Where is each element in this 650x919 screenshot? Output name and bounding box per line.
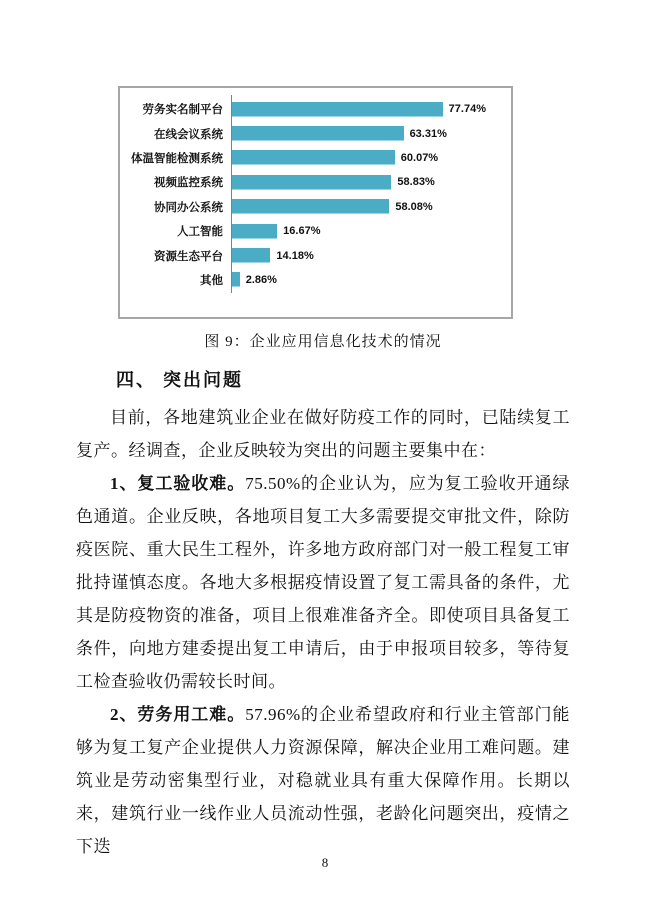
bar-category-label: 资源生态平台 bbox=[154, 250, 223, 263]
bar-category-label: 视频监控系统 bbox=[154, 177, 223, 190]
bar bbox=[232, 126, 404, 141]
bar-track bbox=[231, 248, 503, 263]
bar-track bbox=[231, 150, 503, 165]
bar-value-label: 58.08% bbox=[395, 200, 433, 213]
paragraph-text: 57.96%的企业希望政府和行业主管部门能够为复工复产企业提供人力资源保障，解决企业用工难问题。建筑业是劳动密集型行业，对稳就业具有重大保障作用。长期以来，建筑行业一线作业人员流动性强，老龄化问题突出，疫情之下迭 bbox=[76, 705, 570, 856]
paragraph bbox=[76, 401, 570, 467]
paragraph-bold-lead: 1、复工验收难。 bbox=[110, 474, 246, 493]
bar-track bbox=[231, 272, 503, 287]
chart-plot-area bbox=[120, 88, 511, 302]
bar-category-label: 体温智能检测系统 bbox=[131, 152, 223, 165]
bar-track bbox=[231, 224, 503, 239]
bar-category-label: 在线会议系统 bbox=[154, 128, 223, 141]
bar-row bbox=[120, 195, 511, 219]
bar-value-label: 58.83% bbox=[397, 176, 435, 189]
paragraph bbox=[76, 467, 570, 698]
bar-row bbox=[120, 146, 511, 170]
bar-track bbox=[231, 199, 503, 214]
bar-row bbox=[120, 268, 511, 292]
figure-caption: 图 9：企业应用信息化技术的情况 bbox=[204, 334, 442, 350]
paragraph-text: 75.50%的企业认为，应为复工验收开通绿色通道。企业反映，各地项目复工大多需要提交审批文件，除防疫医院、重大民生工程外，许多地方政府部门对一般工程复工审批持谨慎态度。各地大多根据疫情设置了复工需具备的条件，尤其是防疫物资的准备，项目上很难准备齐全。即使项目具备复工条件，向地方建委提出复工申请后，由于申报项目较多，等待复工检查验收仍需较长时间。 bbox=[76, 474, 570, 691]
y-axis-line bbox=[231, 95, 232, 293]
body-paragraphs bbox=[76, 401, 570, 863]
bar-category-label: 人工智能 bbox=[177, 226, 223, 239]
bar-value-label: 16.67% bbox=[283, 225, 321, 238]
section-heading: 四、 突出问题 bbox=[116, 370, 244, 390]
bar-category-label: 其他 bbox=[200, 274, 223, 287]
bar bbox=[232, 175, 391, 190]
bar-value-label: 2.86% bbox=[245, 273, 277, 286]
bar bbox=[232, 102, 443, 117]
paragraph-text: 目前，各地建筑业企业在做好防疫工作的同时，已陆续复工复产。经调查，企业反映较为突出的问题主要集中在： bbox=[76, 408, 570, 460]
bar-value-label: 14.18% bbox=[276, 249, 314, 262]
bar-row bbox=[120, 219, 511, 243]
page-number: 8 bbox=[321, 855, 329, 870]
bar-row bbox=[120, 170, 511, 194]
paragraph-bold-lead: 2、劳务用工难。 bbox=[110, 705, 246, 724]
bar-track bbox=[231, 126, 503, 141]
bar-chart-figure bbox=[118, 86, 513, 319]
bar bbox=[232, 224, 277, 239]
bar-value-label: 63.31% bbox=[409, 127, 447, 140]
bar-category-label: 协同办公系统 bbox=[154, 201, 223, 214]
bar-value-label: 60.07% bbox=[400, 151, 439, 164]
bar-category-label: 劳务实名制平台 bbox=[142, 104, 223, 117]
paragraph bbox=[76, 698, 570, 863]
bar-value-label: 77.74% bbox=[448, 103, 486, 116]
bar bbox=[232, 272, 240, 287]
bar bbox=[232, 150, 395, 165]
bar-row bbox=[120, 97, 511, 121]
bar bbox=[232, 199, 389, 214]
bar bbox=[232, 248, 270, 263]
bar-track bbox=[231, 102, 503, 117]
bar-row bbox=[120, 243, 511, 267]
bar-row bbox=[120, 121, 511, 145]
bar-track bbox=[231, 175, 503, 190]
